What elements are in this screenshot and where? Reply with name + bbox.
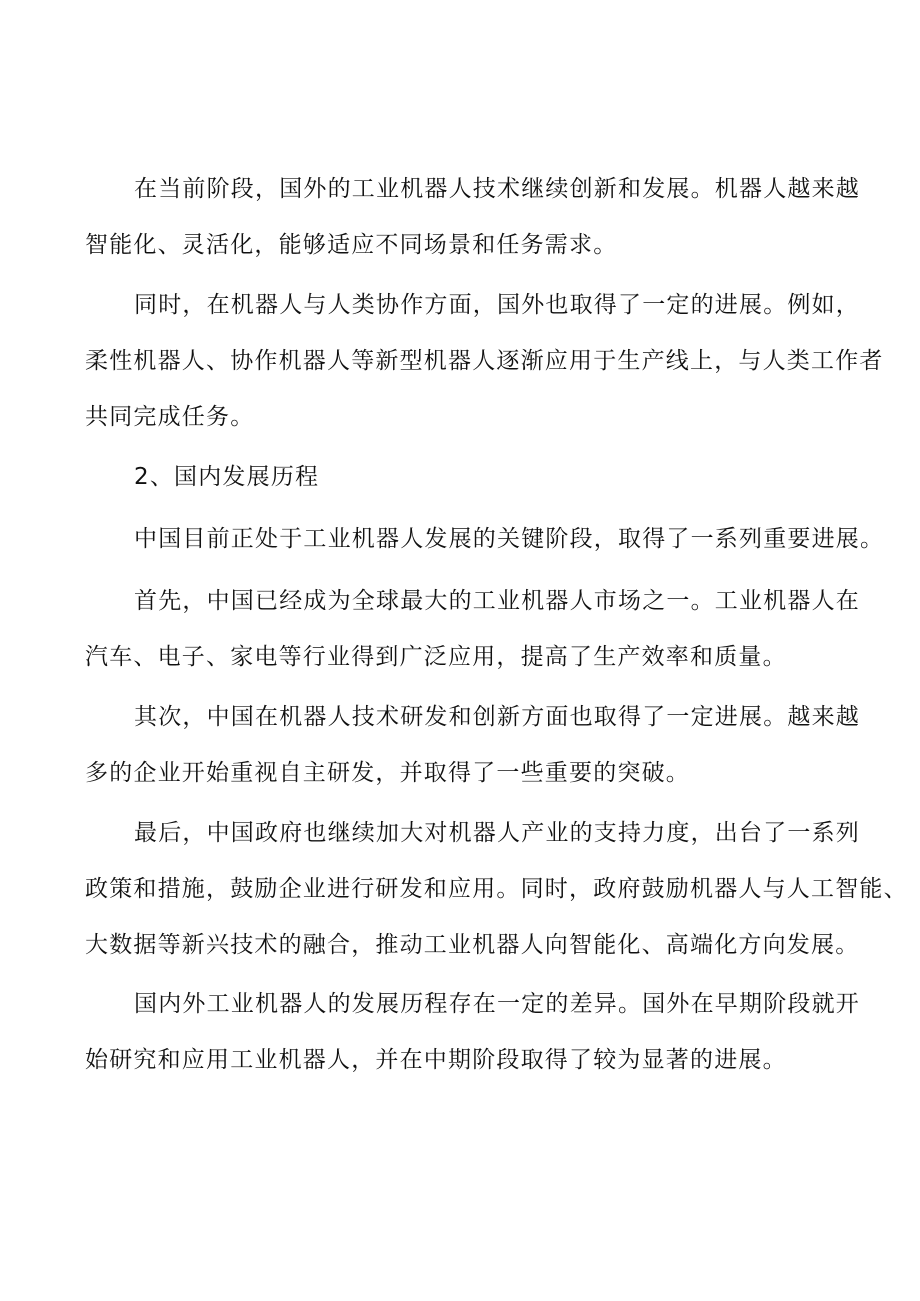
paragraph-line: 政策和措施，鼓励企业进行研发和应用。同时，政府鼓励机器人与人工智能、	[85, 876, 908, 902]
paragraph-human-robot-collaboration	[85, 277, 884, 445]
paragraph-line: 中国目前正处于工业机器人发展的关键阶段，取得了一系列重要进展。	[134, 526, 885, 552]
section-heading-domestic-history	[85, 449, 845, 505]
paragraph-china-policy	[85, 805, 908, 973]
paragraph-china-key-stage	[85, 511, 885, 567]
paragraph-line: 始研究和应用工业机器人，并在中期阶段取得了较为显著的进展。	[85, 1047, 787, 1073]
paragraph-line: 同时，在机器人与人类协作方面，国外也取得了一定的进展。例如，	[134, 292, 860, 318]
paragraph-line: 在当前阶段，国外的工业机器人技术继续创新和发展。机器人越来越	[134, 176, 860, 202]
paragraph-line: 柔性机器人、协作机器人等新型机器人逐渐应用于生产线上，与人类工作者	[85, 348, 884, 374]
paragraph-china-rd	[85, 689, 860, 801]
paragraph-line: 汽车、电子、家电等行业得到广泛应用，提高了生产效率和质量。	[85, 644, 787, 670]
paragraph-line: 智能化、灵活化，能够适应不同场景和任务需求。	[85, 232, 618, 258]
paragraph-china-market	[85, 573, 860, 685]
paragraph-line: 其次，中国在机器人技术研发和创新方面也取得了一定进展。越来越	[134, 704, 860, 730]
paragraph-domestic-foreign-difference	[85, 976, 860, 1088]
paragraph-line: 首先，中国已经成为全球最大的工业机器人市场之一。工业机器人在	[134, 588, 860, 614]
paragraph-line: 国内外工业机器人的发展历程存在一定的差异。国外在早期阶段就开	[134, 991, 860, 1017]
paragraph-foreign-current-stage	[85, 161, 860, 273]
paragraph-line: 最后，中国政府也继续加大对机器人产业的支持力度，出台了一系列	[134, 820, 860, 846]
section-heading-text: 2、国内发展历程	[134, 464, 320, 490]
paragraph-line: 大数据等新兴技术的融合，推动工业机器人向智能化、高端化方向发展。	[85, 932, 860, 958]
paragraph-line: 多的企业开始重视自主研发，并取得了一些重要的突破。	[85, 760, 690, 786]
paragraph-line: 共同完成任务。	[85, 404, 255, 430]
